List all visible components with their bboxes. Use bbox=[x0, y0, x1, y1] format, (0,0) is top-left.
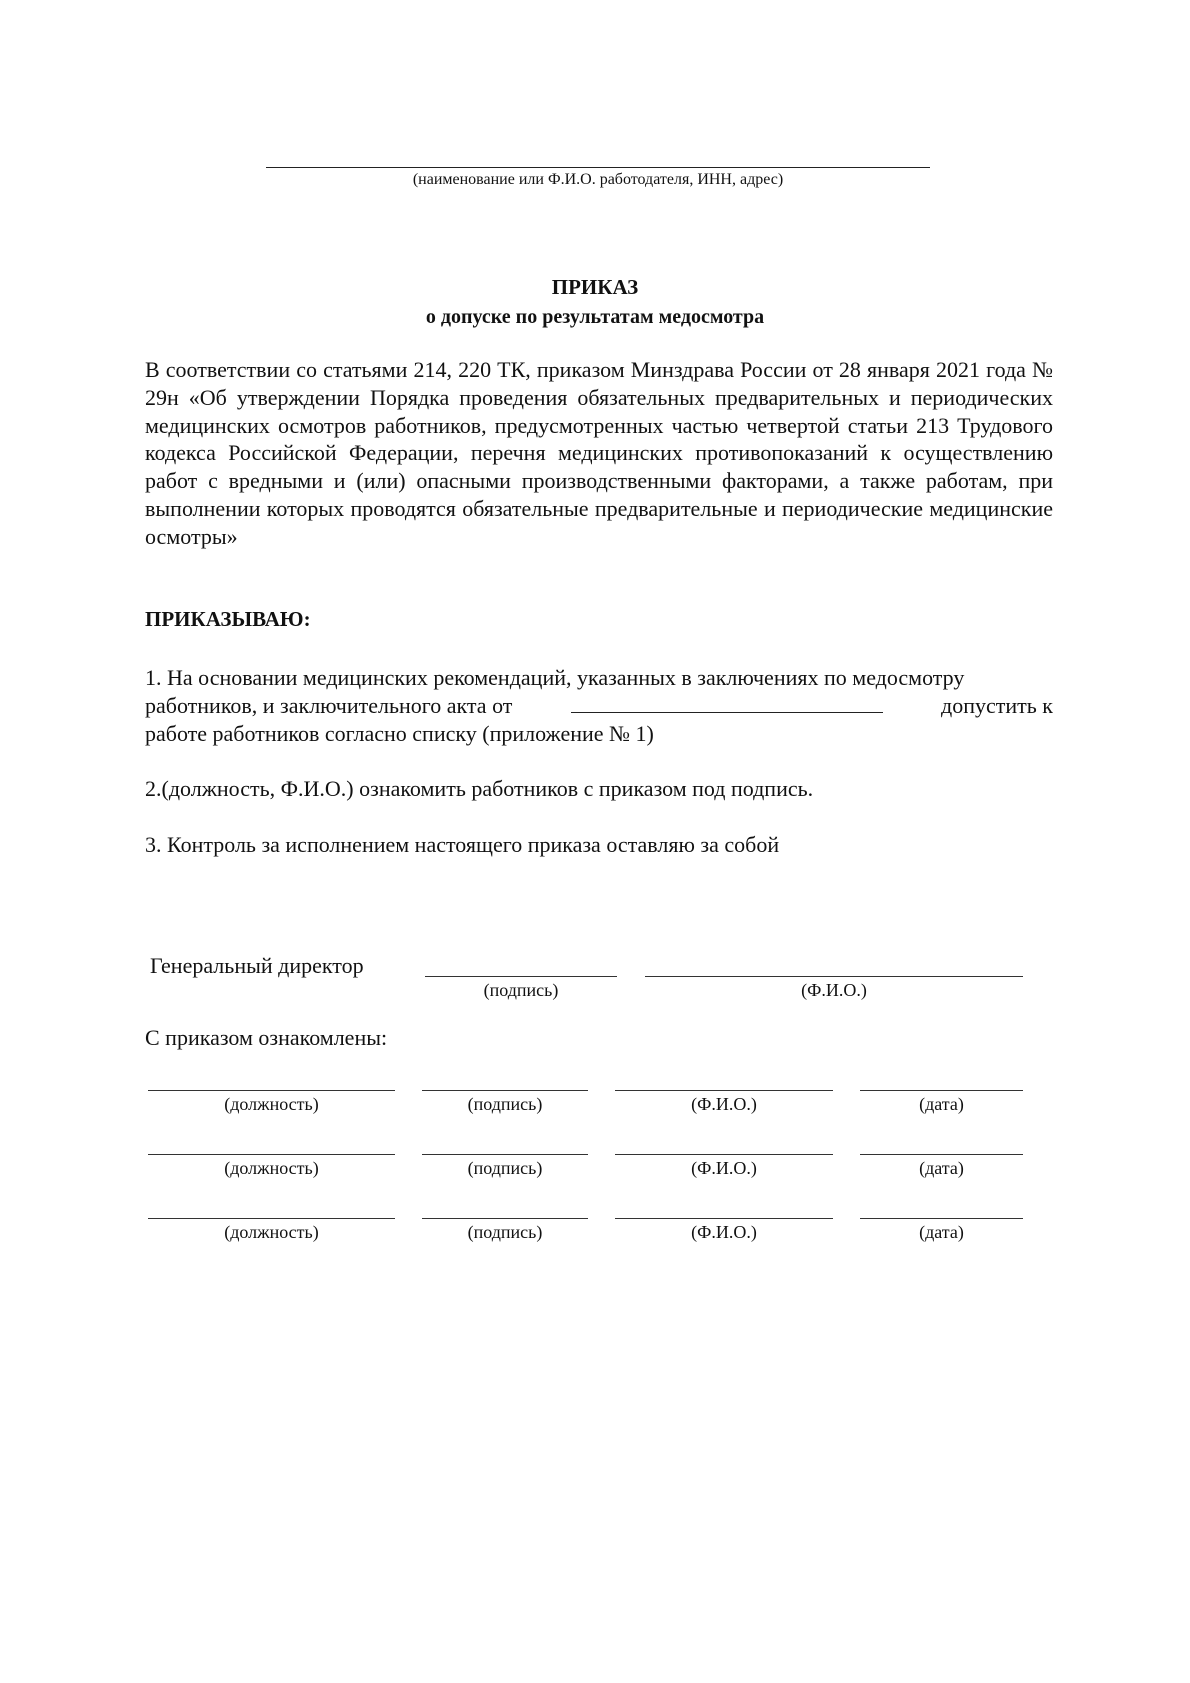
order-item-1-text-4: работе работников согласно списку (приложение № 1) bbox=[145, 721, 654, 746]
ack-row-2-name-line[interactable] bbox=[615, 1154, 833, 1155]
ack-row-2-sign-caption: (подпись) bbox=[467, 1158, 543, 1178]
ack-row-3-name-caption: (Ф.И.О.) bbox=[691, 1222, 757, 1242]
director-sign-line[interactable] bbox=[425, 976, 617, 977]
ack-row-1-name-line[interactable] bbox=[615, 1090, 833, 1091]
ack-row-2-name-caption: (Ф.И.О.) bbox=[691, 1158, 757, 1178]
order-item-1 bbox=[145, 664, 1053, 748]
ack-row-3-date-caption: (дата) bbox=[919, 1222, 964, 1242]
ack-row-3-position-line[interactable] bbox=[148, 1218, 395, 1219]
director-name-caption: (Ф.И.О.) bbox=[801, 980, 867, 1000]
director-label: Генеральный директор bbox=[150, 953, 364, 978]
document-subtitle: о допуске по результатам медосмотра bbox=[425, 306, 765, 328]
ack-row-1-sign-line[interactable] bbox=[422, 1090, 588, 1091]
act-date-blank[interactable] bbox=[571, 692, 883, 713]
ack-row-3-position-caption: (должность) bbox=[224, 1222, 319, 1242]
ack-row-1-date-caption: (дата) bbox=[919, 1094, 964, 1114]
order-item-2: 2.(должность, Ф.И.О.) ознакомить работников с приказом под подпись. bbox=[145, 776, 814, 801]
ack-row-3-sign-caption: (подпись) bbox=[467, 1222, 543, 1242]
employer-caption: (наименование или Ф.И.О. работодателя, ИНН, адрес) bbox=[412, 171, 784, 188]
preamble-paragraph: В соответствии со статьями 214, 220 ТК, приказом Минздрава России от 28 января 2021 года № 29н «Об утверждении Порядка проведения обязательных предварительных и периодических медицинских осмотров работников, предусмотренных частью четвертой статьи 213 Трудового кодекса Российской Федерации, перечня медицинских противопоказаний к осуществлению работ с вредными и (или) опасными производственными факторами, а также работам, при выполнении которых проводятся обязательные предварительные и периодические медицинские осмотры» bbox=[145, 357, 1053, 549]
employer-signature-line bbox=[266, 167, 930, 168]
ack-row-1-sign-caption: (подпись) bbox=[467, 1094, 543, 1114]
acknowledgement-label: С приказом ознакомлены: bbox=[145, 1025, 388, 1050]
ack-row-1-date-line[interactable] bbox=[860, 1090, 1023, 1091]
ack-row-1-position-line[interactable] bbox=[148, 1090, 395, 1091]
ack-row-1-position-caption: (должность) bbox=[224, 1094, 319, 1114]
order-item-1-line-1 bbox=[145, 664, 1053, 692]
order-item-1-line-3 bbox=[145, 720, 1053, 748]
ack-row-2-date-line[interactable] bbox=[860, 1154, 1023, 1155]
order-item-1-text-3: допустить к bbox=[941, 693, 1053, 718]
order-item-1-line-2 bbox=[145, 692, 1053, 720]
ack-row-2-position-caption: (должность) bbox=[224, 1158, 319, 1178]
document-title: ПРИКАЗ bbox=[551, 275, 639, 299]
ack-row-1-name-caption: (Ф.И.О.) bbox=[691, 1094, 757, 1114]
ack-row-2-position-line[interactable] bbox=[148, 1154, 395, 1155]
director-sign-caption: (подпись) bbox=[483, 980, 559, 1000]
ack-row-3-sign-line[interactable] bbox=[422, 1218, 588, 1219]
ack-row-3-date-line[interactable] bbox=[860, 1218, 1023, 1219]
ack-row-2-date-caption: (дата) bbox=[919, 1158, 964, 1178]
order-heading: ПРИКАЗЫВАЮ: bbox=[145, 607, 311, 631]
order-item-3: 3. Контроль за исполнением настоящего приказа оставляю за собой bbox=[145, 832, 780, 857]
ack-row-3-name-line[interactable] bbox=[615, 1218, 833, 1219]
ack-row-2-sign-line[interactable] bbox=[422, 1154, 588, 1155]
order-item-1-text-1: 1. На основании медицинских рекомендаций, указанных в заключениях по медосмотру bbox=[145, 665, 965, 690]
order-item-1-text-2: работников, и заключительного акта от bbox=[145, 693, 513, 718]
director-name-line[interactable] bbox=[645, 976, 1023, 977]
